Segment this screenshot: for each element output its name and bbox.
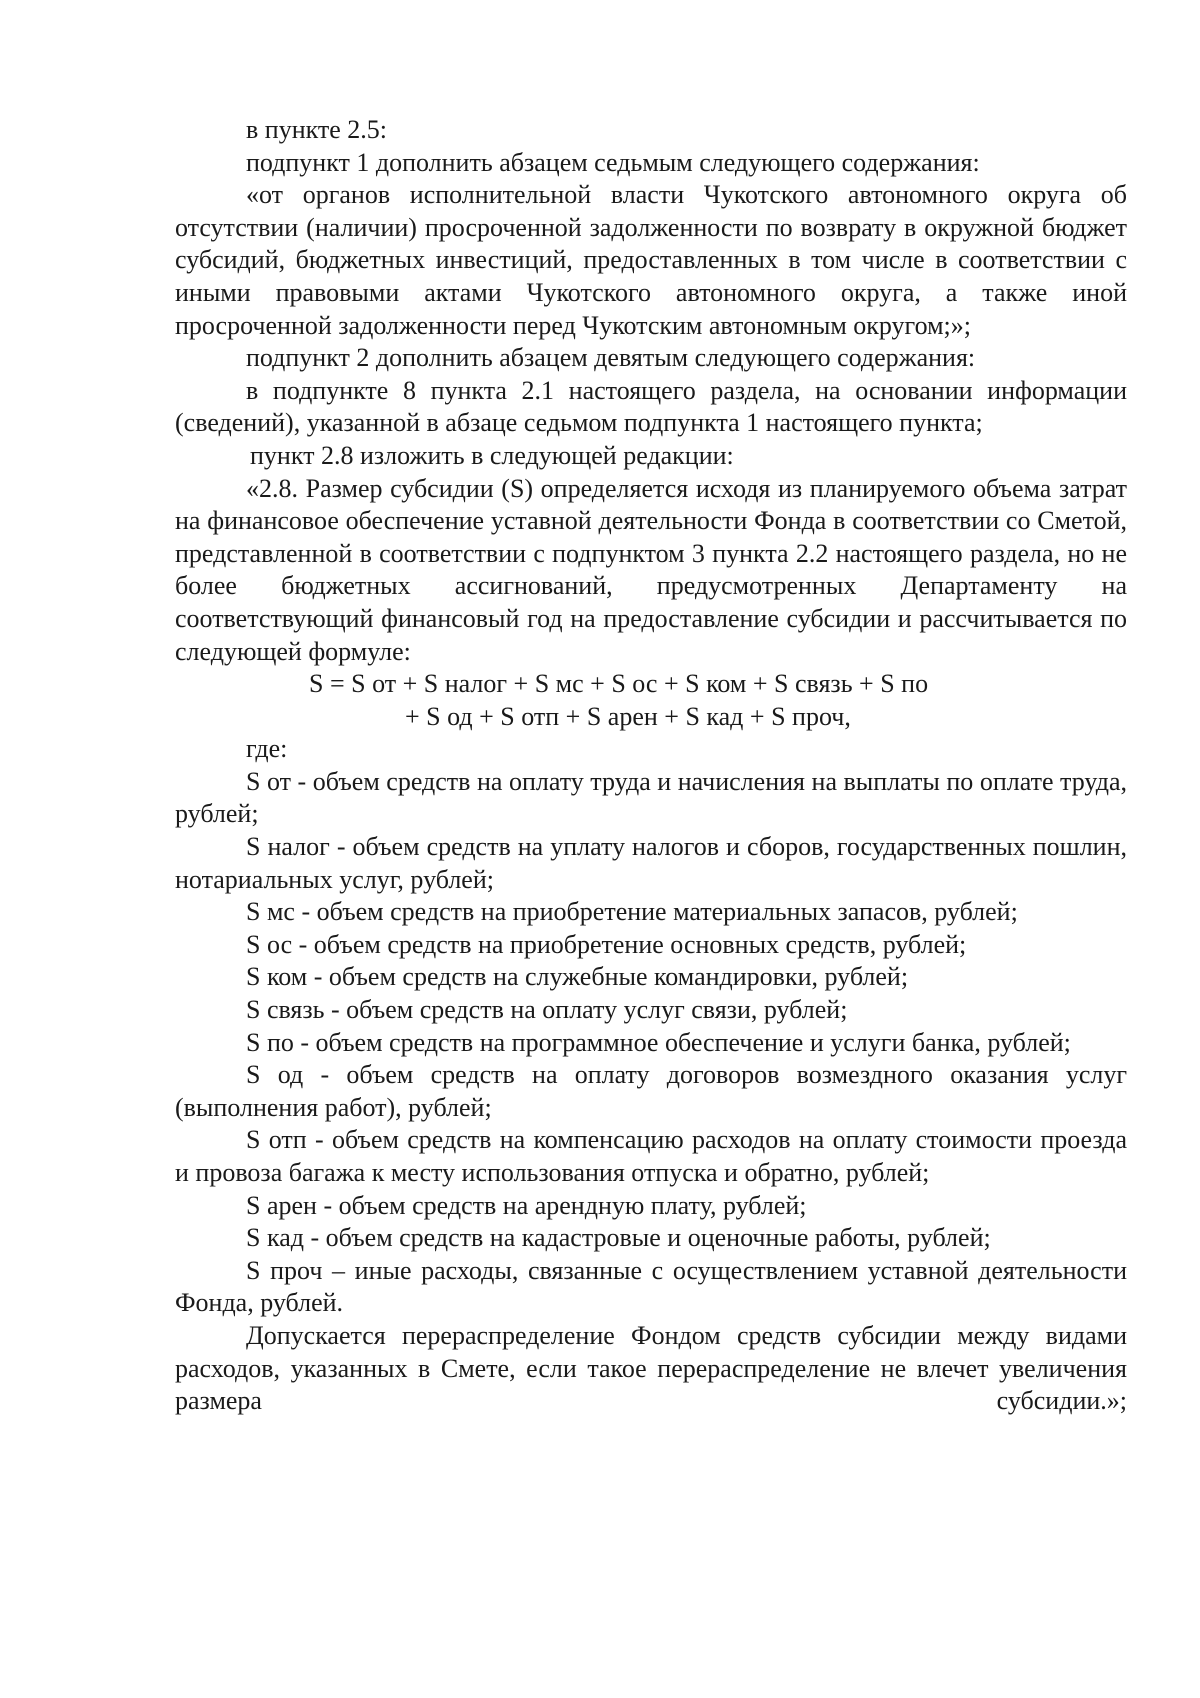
paragraph-subsidy-size: «2.8. Размер субсидии (S) определяется исходя из планируемого объема затрат на финансовое обеспечение уставной деятельности Фонда в соответствии со Сметой, представленной в соответствии с подпунктом 3 пункта 2.2 настоящего раздела, но не более бюджетных ассигнований, предусмотренных Департаменту на соответствующий финансовый год на предоставление субсидии и рассчитывается по следующей формуле:	[175, 473, 1127, 666]
definition-s-kad: S кад - объем средств на кадастровые и оценочные работы, рублей;	[246, 1223, 991, 1253]
definition-s-ms: S мс - объем средств на приобретение материальных запасов, рублей;	[246, 897, 1018, 927]
definition-s-nalog: S налог - объем средств на уплату налогов и сборов, государственных пошлин, нотариальных услуг, рублей;	[175, 832, 1127, 894]
definition-s-od: S од - объем средств на оплату договоров возмездного оказания услуг (выполнения работ), рублей;	[175, 1060, 1127, 1122]
where-label: где:	[246, 734, 288, 764]
paragraph-item-2-8: пункт 2.8 изложить в следующей редакции:	[250, 440, 734, 470]
formula-line-2: + S од + S отп + S арен + S кад + S проч,	[405, 701, 851, 731]
definition-s-os: S ос - объем средств на приобретение основных средств, рублей;	[246, 929, 967, 959]
definition-s-ot: S от - объем средств на оплату труда и начисления на выплаты по оплате труда, рублей;	[175, 766, 1127, 829]
definition-s-po: S по - объем средств на программное обеспечение и услуги банка, рублей;	[246, 1027, 1071, 1057]
document-body	[175, 114, 1127, 1418]
definition-s-otp: S отп - объем средств на компенсацию расходов на оплату стоимости проезда и провоза багажа к месту использования отпуска и обратно, рублей;	[175, 1125, 1127, 1187]
paragraph-subitem-2: подпункт 2 дополнить абзацем девятым следующего содержания:	[246, 343, 976, 373]
paragraph-subitem-8-reference: в подпункте 8 пункта 2.1 настоящего раздела, на основании информации (сведений), указанной в абзаце седьмом подпункта 1 настоящего пункта;	[175, 375, 1127, 438]
definition-s-proch: S проч – иные расходы, связанные с осуществлением уставной деятельности Фонда, рублей.	[175, 1255, 1127, 1318]
definition-s-kom: S ком - объем средств на служебные командировки, рублей;	[246, 962, 909, 992]
definition-s-aren: S арен - объем средств на арендную плату, рублей;	[246, 1190, 807, 1220]
paragraph-item-2-5: в пункте 2.5:	[246, 115, 388, 144]
subsidy-formula	[175, 668, 1127, 733]
definition-s-svyaz: S связь - объем средств на оплату услуг связи, рублей;	[246, 995, 848, 1025]
paragraph-quote-authorities: «от органов исполнительной власти Чукотского автономного округа об отсутствии (наличии) просроченной задолженности по возврату в окружной бюджет субсидий, бюджетных инвестиций, предоставленных в том числе в соответствии с иными правовыми актами Чукотского автономного округа, а также иной просроченной задолженности перед Чукотским автономным округом;»;	[175, 180, 1127, 340]
formula-line-1: S = S от + S налог + S мс + S ос + S ком + S связь + S по	[309, 669, 929, 699]
paragraph-redistribution: Допускается перераспределение Фондом средств субсидии между видами расходов, указанных в Смете, если такое перераспределение не влечет увеличения размера субсидии.»;	[175, 1320, 1127, 1416]
paragraph-subitem-1: подпункт 1 дополнить абзацем седьмым следующего содержания:	[246, 147, 980, 177]
